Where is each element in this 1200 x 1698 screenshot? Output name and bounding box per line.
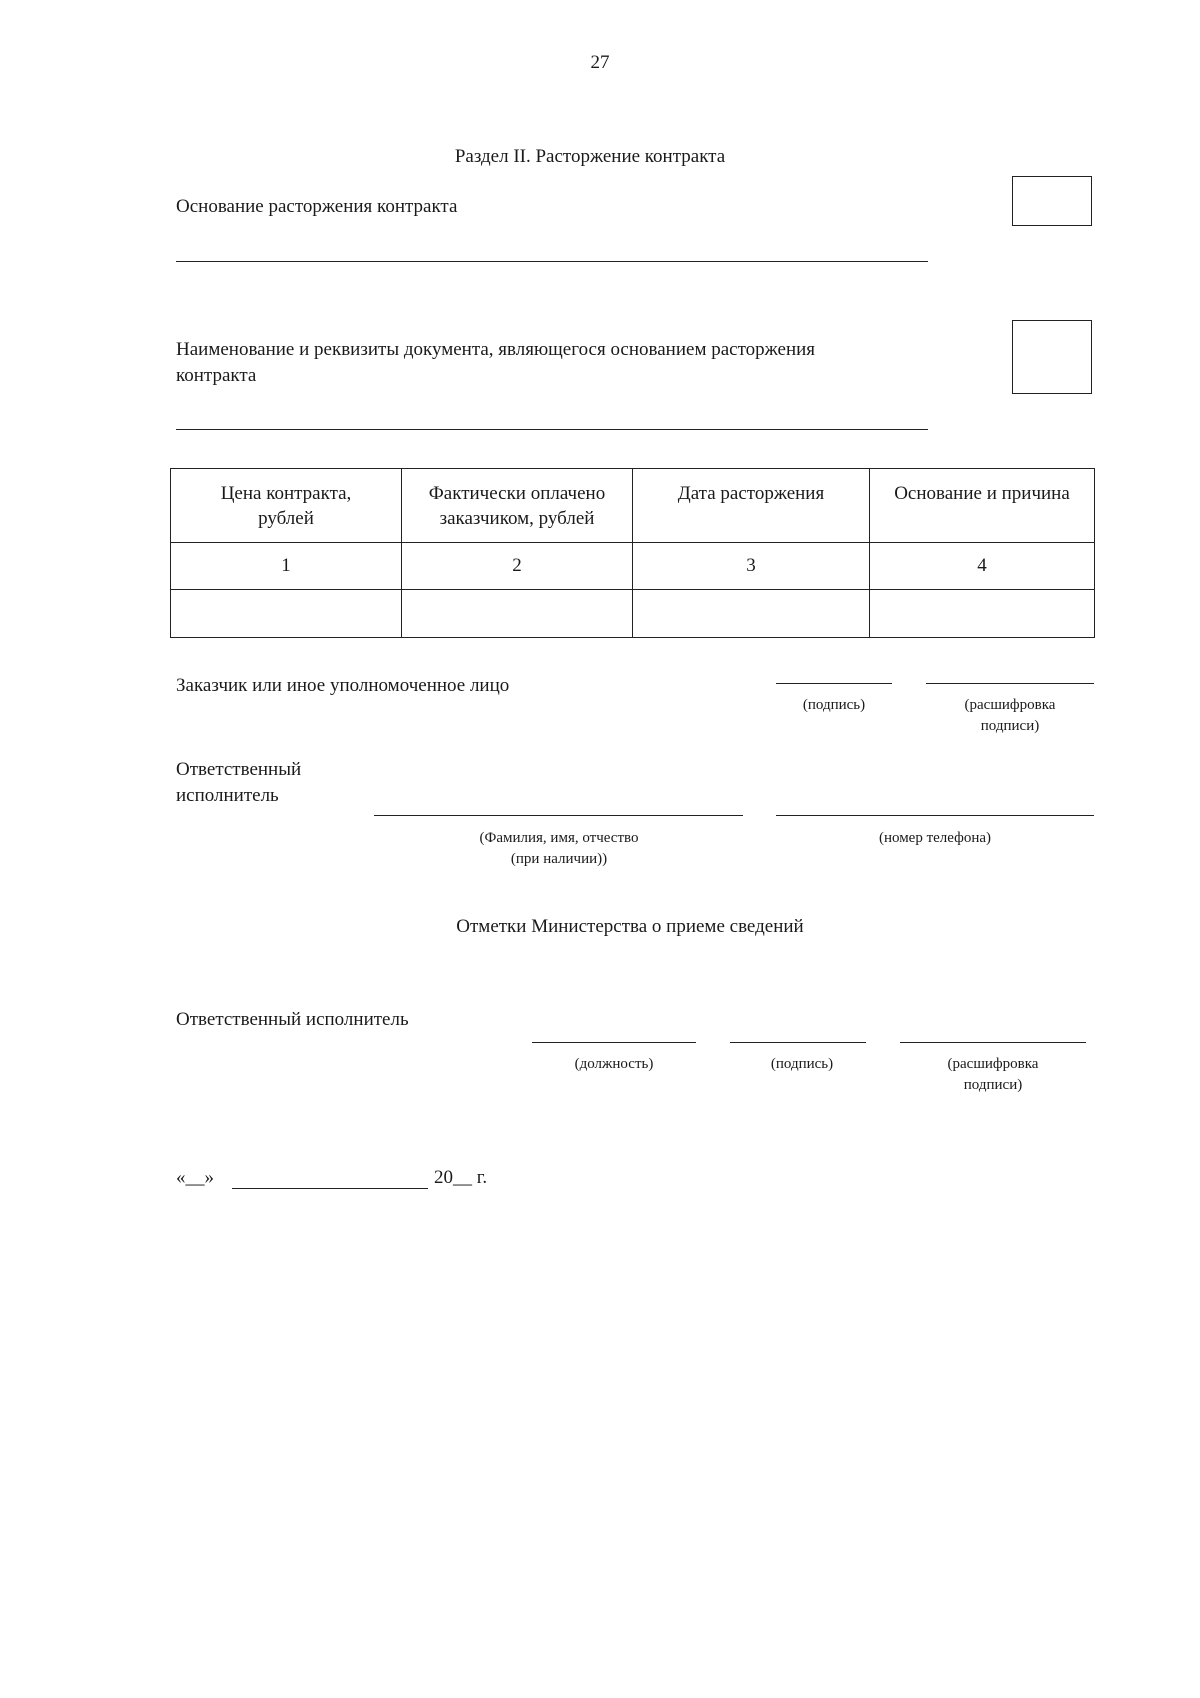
column-number: 4 [870,543,1095,590]
termination-basis-code-box[interactable] [1012,176,1092,226]
date-year[interactable]: 20__ г. [434,1167,488,1188]
termination-table [170,468,1095,638]
table-cell-termination-date[interactable] [633,590,870,638]
table-cell-contract-price[interactable] [171,590,402,638]
table-cell-basis-and-reason[interactable] [870,590,1095,638]
ministry-decoding-caption: (расшифровка подписи) [947,1056,1039,1093]
customer-label: Заказчик или иное уполномоченное лицо [176,675,510,696]
header-contract-price: Цена контракта, рублей [171,469,402,543]
executor-phone-line[interactable] [776,815,1094,816]
ministry-decoding-line[interactable] [900,1042,1086,1043]
table-row [171,590,1095,638]
document-label-line2: контракта [176,365,257,386]
document-code-box[interactable] [1012,320,1092,394]
executor-label: Ответственный исполнитель [176,759,302,806]
executor-fio-line[interactable] [374,815,743,816]
ministry-position-line[interactable] [532,1042,696,1043]
date-month-line[interactable] [232,1188,428,1189]
executor-fio-caption: (Фамилия, имя, отчество (при наличии)) [479,830,639,867]
termination-basis-input-line[interactable] [176,261,928,262]
document-label [176,337,936,389]
header-termination-date: Дата расторжения [633,469,870,543]
column-number: 2 [402,543,633,590]
termination-basis-label: Основание расторжения контракта [176,196,458,217]
column-number: 3 [633,543,870,590]
customer-decoding-line[interactable] [926,683,1094,684]
date-day[interactable]: «__» [176,1167,214,1188]
header-actually-paid: Фактически оплачено заказчиком, рублей [402,469,633,543]
table-header-row [171,469,1095,543]
column-number: 1 [171,543,402,590]
ministry-signature-caption: (подпись) [770,1056,834,1072]
executor-phone-caption: (номер телефона) [878,830,992,846]
ministry-position-caption: (должность) [574,1056,654,1072]
customer-signature-line[interactable] [776,683,892,684]
ministry-marks-title: Отметки Министерства о приеме сведений [456,916,804,937]
customer-signature-caption: (подпись) [802,697,866,713]
ministry-executor-label: Ответственный исполнитель [176,1009,409,1030]
document-label-line1: Наименование и реквизиты документа, являющегося основанием расторжения [176,339,816,360]
header-basis-and-reason: Основание и причина [870,469,1095,543]
customer-decoding-caption: (расшифровка подписи) [964,697,1056,734]
section-title: Раздел II. Расторжение контракта [454,146,726,167]
document-input-line[interactable] [176,429,928,430]
table-number-row [171,543,1095,590]
page-number: 27 [590,52,610,73]
ministry-signature-line[interactable] [730,1042,866,1043]
table-cell-actually-paid[interactable] [402,590,633,638]
